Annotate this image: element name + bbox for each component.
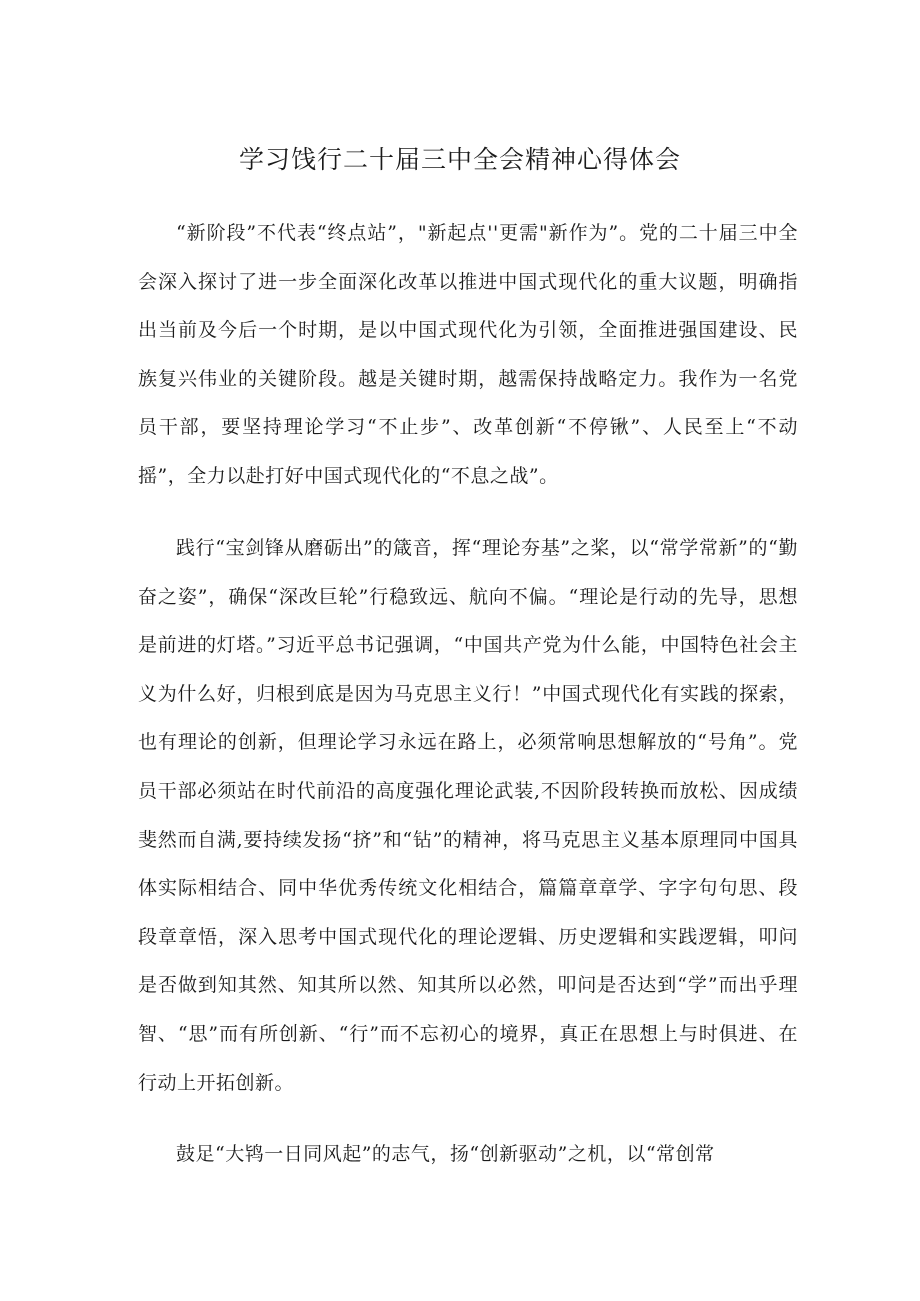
paragraph-2: 践行“宝剑锋从磨砺出”的箴音，挥“理论夯基”之桨，以“常学常新”的“勤奋之姿”，确保“深改巨轮”行稳致远、航向不偏。“理论是行动的先导，思想是前进的灯塔。”习近平总书记强调，“中国共产党为什么能，中国特色社会主义为什么好，归根到底是因为马克思主义行！”中国式现代化有实践的探索，也有理论的创新，但理论学习永远在路上，必须常响思想解放的“号角”。党员干部必须站在时代前沿的高度强化理论武装,不因阶段转换而放松、因成绩斐然而自满,要持续发扬“挤”和“钻”的精神，将马克思主义基本原理同中国具体实际相结合、同中华优秀传统文化相结合，篇篇章章学、字字句句思、段段章章悟，深入思考中国式现代化的理论逻辑、历史逻辑和实践逻辑，叩问是否做到知其然、知其所以然、知其所以必然，叩问是否达到“学”而出乎理智、“思”而有所创新、“行”而不忘初心的境界，真正在思想上与时俱进、在行动上开拓创新。 [138, 537, 798, 1094]
paragraph-3: 鼓足“大鸨一日同风起”的志气，扬“创新驱动”之机，以“常创常 [176, 1143, 715, 1165]
paragraph-1: “新阶段”不代表“终点站”，"新起点''更需"新作为”。党的二十届三中全会深入探讨了进一步全面深化改革以推进中国式现代化的重大议题，明确指出当前及今后一个时期，是以中国式现代化为引领，全面推进强国建设、民族复兴伟业的关键阶段。越是关键时期，越需保持战略定力。我作为一名党员干部，要坚持理论学习“不止步”、改革创新“不停锹”、人民至上“不动摇”，全力以赴打好中国式现代化的“不息之战”。 [138, 222, 798, 487]
document-title: 学习饯行二十届三中全会精神心得体会 [238, 145, 681, 174]
